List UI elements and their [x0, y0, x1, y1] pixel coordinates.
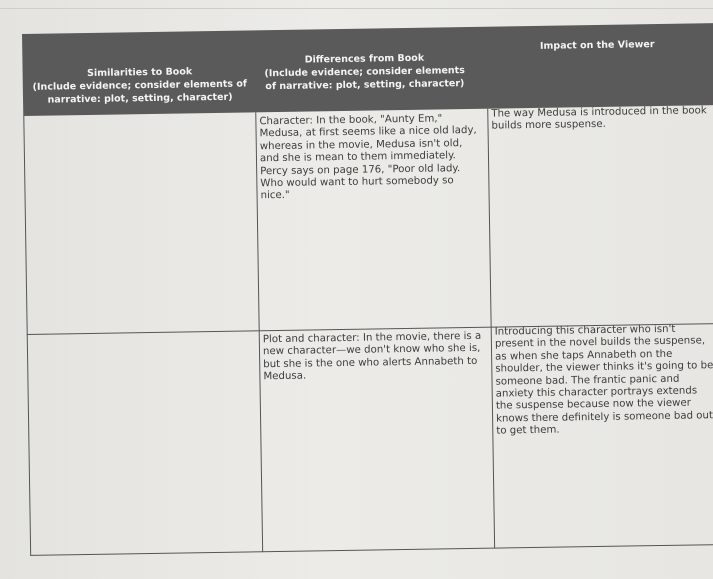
header-differences-subtitle: (Include evidence; consider elements of narrative: plot, setting, character) [264, 65, 465, 93]
table-header [22, 23, 713, 116]
row2-differences-cell: Plot and character: In the movie, there is a new character—we don't know who she is, but she is the one who alerts Annabeth to Medusa. [262, 330, 482, 383]
header-similarities-subtitle: (Include evidence; consider elements of narrative: plot, setting, character) [32, 78, 248, 106]
row2-impact-cell: Introducing this character who isn't present in the novel builds the suspense, as when she taps Annabeth on the shoulder, the viewer thinks it's going to be someone bad. The frantic panic and anxiety this character portrays extends the suspense because now the viewer knows there definitely is someone bad out to get them. [494, 323, 713, 437]
header-impact-title: Impact on the Viewer [539, 39, 655, 52]
header-impact [492, 37, 702, 53]
header-similarities-title: Similarities to Book [87, 66, 193, 79]
comparison-table [22, 23, 713, 554]
row1-impact-cell: The way Medusa is introduced in the book builds more suspense. [491, 105, 707, 133]
table-left-border [23, 116, 31, 556]
header-differences [260, 51, 469, 93]
page-edge-line [0, 8, 713, 9]
row1-differences-cell: Character: In the book, "Aunty Em," Medusa, at first seems like a nice old lady, whereas in the movie, Medusa isn't old, and she is mean to them immediately. Percy says on page 176, "Poor old lady. Who would want to hurt somebody so nice." [259, 113, 477, 202]
table-bottom-border [30, 544, 713, 556]
header-similarities [27, 64, 254, 107]
header-differences-title: Differences from Book [304, 52, 425, 66]
